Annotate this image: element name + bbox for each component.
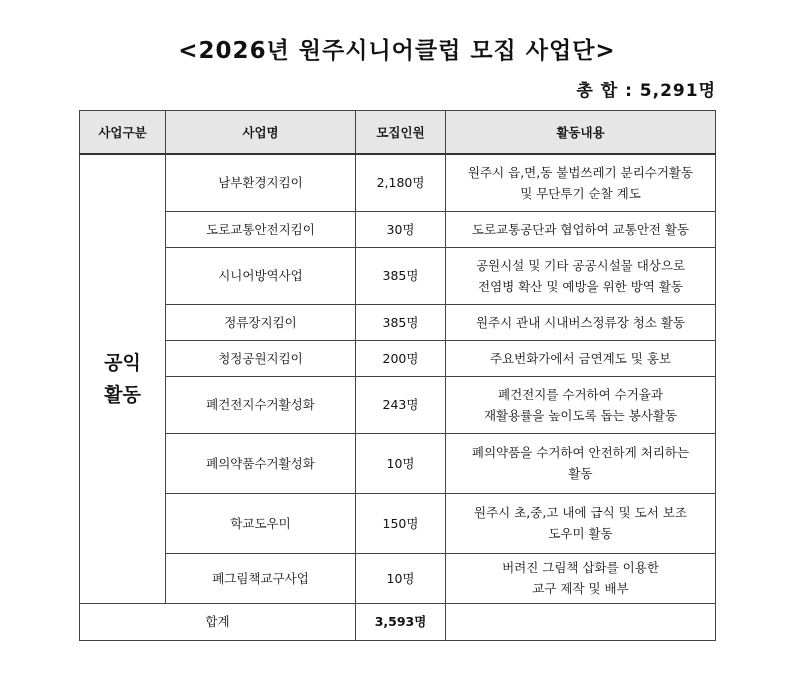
activity-desc [446, 154, 716, 211]
project-name: 폐건전지수거활성화 [166, 376, 356, 433]
activity-desc [446, 211, 716, 247]
table-row [80, 493, 716, 553]
project-name: 정류장지킴이 [166, 304, 356, 340]
recruit-count: 385명 [356, 247, 446, 304]
project-name: 남부환경지킴이 [166, 154, 356, 211]
project-name: 폐의약품수거활성화 [166, 433, 356, 493]
table-row [80, 211, 716, 247]
activity-desc-line: 도로교통공단과 협업하여 교통안전 활동 [471, 221, 690, 237]
activity-desc [446, 304, 716, 340]
project-name: 청정공원지킴이 [166, 340, 356, 376]
activity-desc-line: 버려진 그림책 삽화를 이용한 [502, 560, 659, 575]
sum-value: 3,593명 [356, 603, 446, 640]
category-cell [80, 154, 166, 603]
page-title: <2026년 원주시니어클럽 모집 사업단> [178, 38, 616, 64]
project-name: 시니어방역사업 [166, 247, 356, 304]
recruit-count: 200명 [356, 340, 446, 376]
table-row [80, 304, 716, 340]
sum-empty-cell [446, 603, 716, 640]
grand-total: 총 합 : 5,291명 [576, 81, 716, 101]
activity-desc-line: 도우미 활동 [548, 526, 613, 541]
table-row [80, 247, 716, 304]
activity-desc-line: 폐의약품을 수거하여 안전하게 처리하는 [471, 445, 690, 460]
recruit-count: 150명 [356, 493, 446, 553]
activity-desc [446, 376, 716, 433]
project-name: 학교도우미 [166, 493, 356, 553]
activity-desc-line: 활동 [568, 466, 593, 481]
activity-desc-line: 전염병 확산 및 예방을 위한 방역 활동 [478, 278, 683, 294]
table-row [80, 553, 716, 603]
table-header-row [80, 111, 716, 155]
recruit-count: 2,180명 [356, 154, 446, 211]
recruit-count: 10명 [356, 433, 446, 493]
activity-desc [446, 433, 716, 493]
recruit-count: 243명 [356, 376, 446, 433]
activity-desc-line: 폐건전지를 수거하여 수거율과 [498, 386, 663, 402]
recruit-count: 30명 [356, 211, 446, 247]
activity-desc-line: 재활용률을 높이도록 돕는 봉사활동 [483, 407, 678, 423]
activity-desc [446, 247, 716, 304]
activity-desc-line: 공원시설 및 기타 공공시설물 대상으로 [475, 257, 686, 273]
activity-desc-line: 원주시 관내 시내버스정류장 청소 활동 [475, 314, 686, 330]
project-name: 도로교통안전지킴이 [166, 211, 356, 247]
table-row [80, 340, 716, 376]
header-project-name: 사업명 [166, 111, 356, 155]
activity-desc [446, 553, 716, 603]
header-category: 사업구분 [80, 111, 166, 155]
header-activity: 활동내용 [446, 111, 716, 155]
sum-row [80, 603, 716, 640]
activity-desc-line: 주요번화가에서 금연계도 및 홍보 [490, 350, 671, 366]
recruit-count: 385명 [356, 304, 446, 340]
table-row [80, 376, 716, 433]
recruitment-table [79, 110, 716, 641]
activity-desc-line: 원주시 읍,면,동 불법쓰레기 분리수거활동 [467, 164, 694, 180]
activity-desc-line: 교구 제작 및 배부 [532, 581, 629, 596]
activity-desc [446, 493, 716, 553]
project-name: 폐그림책교구사업 [166, 553, 356, 603]
activity-desc-line: 원주시 초,중,고 내에 급식 및 도서 보조 [474, 505, 687, 520]
recruit-count: 10명 [356, 553, 446, 603]
header-recruit-count: 모집인원 [356, 111, 446, 155]
activity-desc [446, 340, 716, 376]
sum-label: 합계 [80, 603, 356, 640]
category-line-2: 활동 [104, 383, 141, 406]
activity-desc-line: 및 무단투기 순찰 계도 [520, 185, 641, 201]
table-row [80, 433, 716, 493]
category-line-1: 공익 [104, 351, 141, 374]
table-row [80, 154, 716, 211]
